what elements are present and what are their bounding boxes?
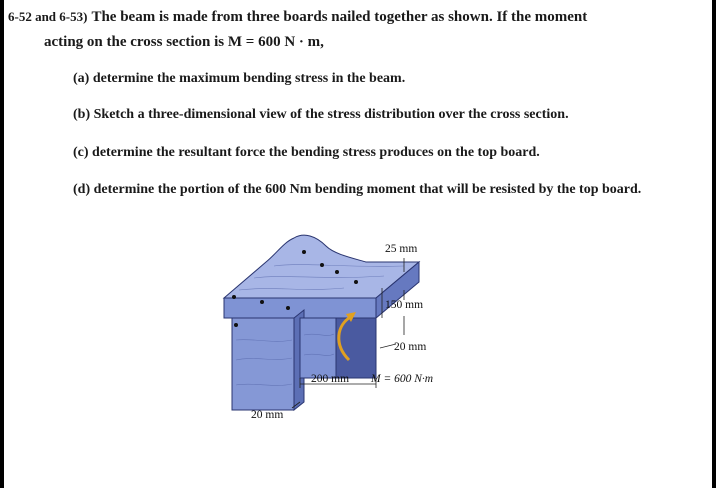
- part-a-label: (a): [73, 71, 90, 86]
- dim-width: 200 mm: [311, 373, 350, 385]
- dim-bottom-thickness: 20 mm: [394, 341, 427, 353]
- part-b-label: (b): [73, 107, 91, 122]
- moment-label: M = 600 N·m: [371, 373, 434, 385]
- part-d-label: (d): [73, 182, 91, 197]
- part-b-text: Sketch a three-dimensional view of the stress distribution over the cross section.: [93, 107, 569, 122]
- part-c-text: determine the resultant force the bending stress produces on the top board.: [92, 145, 540, 160]
- dim-web-height: 150 mm: [385, 299, 424, 311]
- dim-top-thickness: 25 mm: [385, 243, 418, 255]
- problem-text-2: acting on the cross section is M = 600 N · m,: [44, 34, 324, 50]
- part-d-text: determine the portion of the 600 Nm bending moment that will be resisted by the top board.: [93, 182, 642, 197]
- document-page: [4, 0, 712, 488]
- part-a-text: determine the maximum bending stress in the beam.: [92, 71, 406, 86]
- beam-figure: [4, 0, 712, 488]
- part-c-label: (c): [73, 145, 89, 160]
- problem-text-1: The beam is made from three boards nailed together as shown. If the moment: [91, 9, 588, 25]
- problem-number: 6-52 and 6-53): [8, 9, 88, 24]
- dim-left-thickness: 20 mm: [251, 409, 284, 421]
- left-web-board-face: [232, 318, 294, 410]
